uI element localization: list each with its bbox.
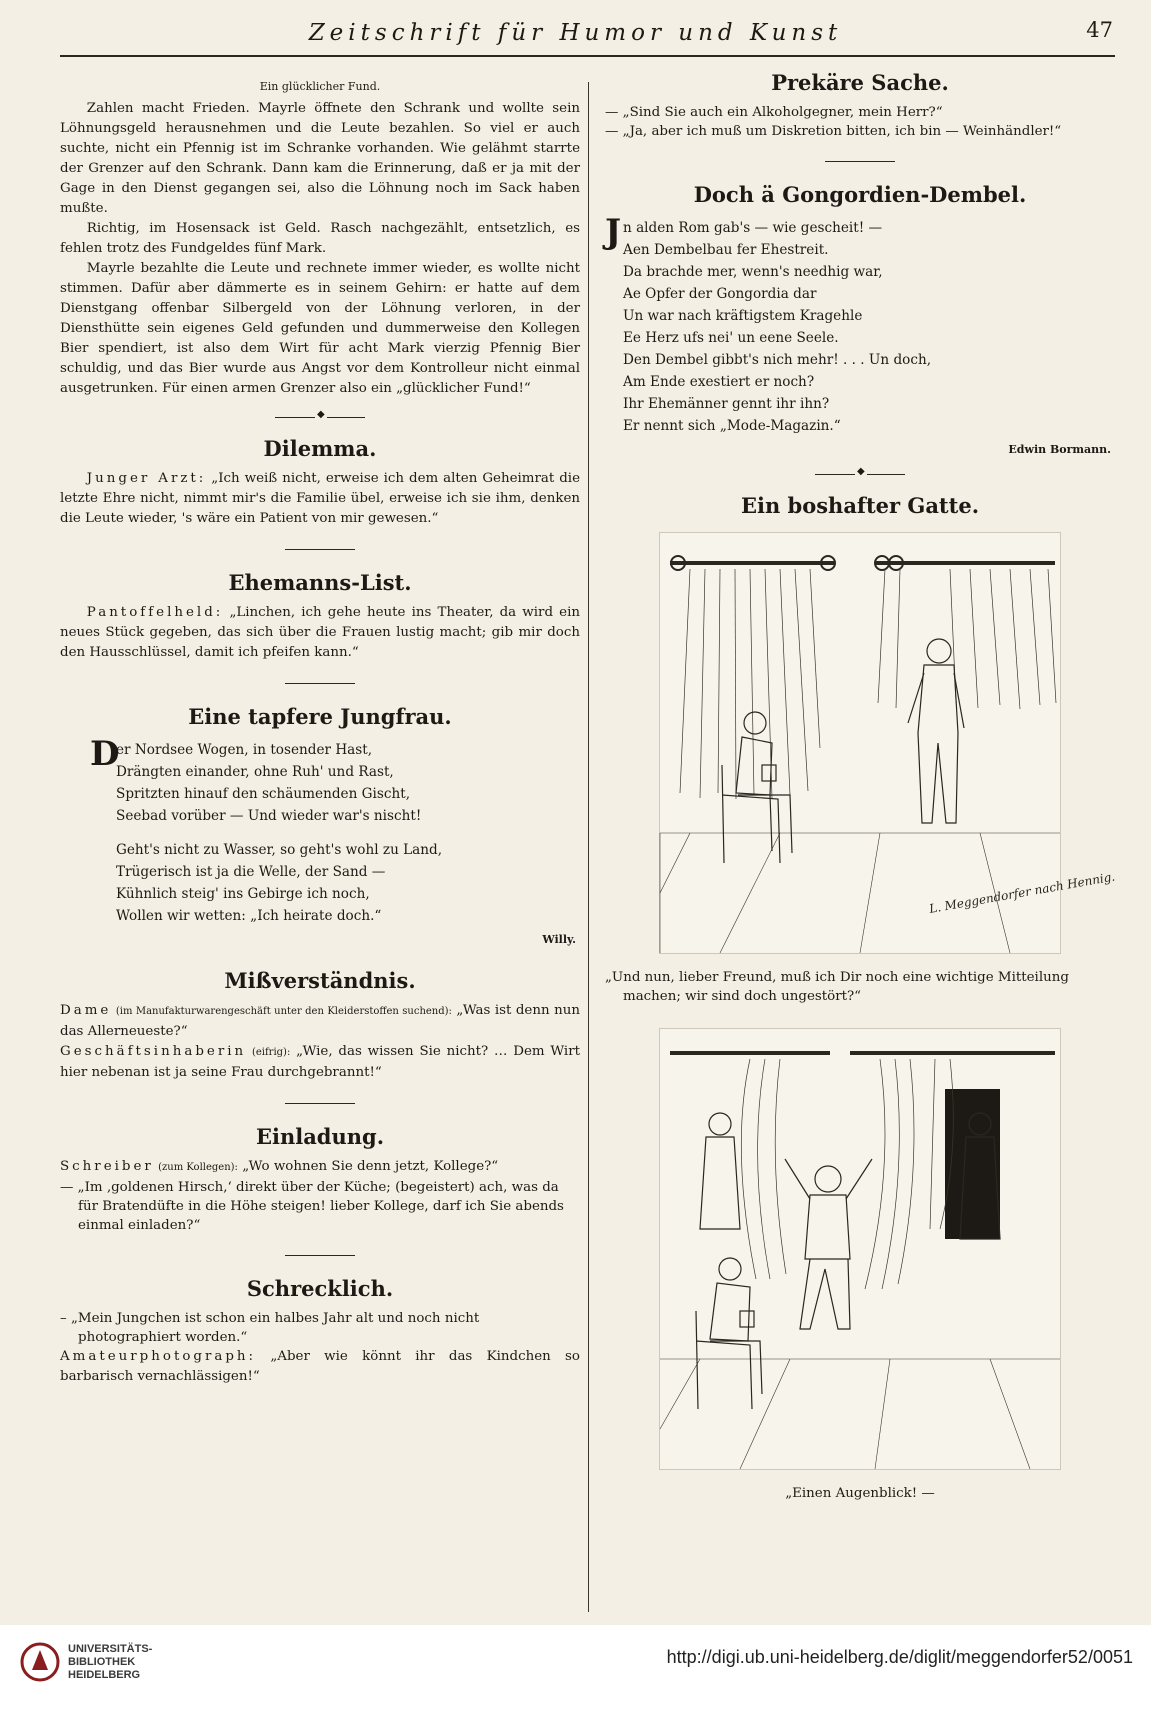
poem-line: Geht's nicht zu Wasser, so geht's wohl zu Land, <box>116 842 443 858</box>
ehemanns-quote: „Linchen, ich gehe heute ins Theater, da wird ein neues Stück gegeben, das sich über die Frauen lustig macht; gib mir doch den Hausschlüssel, damit ich pfeifen kann.“ <box>60 605 580 660</box>
illustration-curtain-reveal <box>659 1028 1061 1470</box>
section-title-dilemma: Dilemma. <box>263 436 377 461</box>
ornament-divider <box>815 474 905 475</box>
section-title-gatte: Ein boshafter Gatte. <box>740 493 980 518</box>
schrecklich-line: – „Mein Jungchen ist schon ein halbes Jahr alt und noch nicht photographiert worden.“ <box>60 1311 480 1345</box>
ehemanns-text <box>60 603 580 663</box>
dialog-note: (eifrig): <box>251 1047 291 1058</box>
divider <box>285 1255 355 1256</box>
poem-line: Wollen wir wetten: „Ich heirate doch.“ <box>116 908 382 924</box>
poem-signature: Edwin Bormann. <box>1008 443 1111 456</box>
missverstaendnis-line <box>60 1001 580 1042</box>
column-divider <box>588 82 589 1612</box>
poem-jungfrau <box>60 734 580 946</box>
library-name-line: UNIVERSITÄTS- <box>68 1642 153 1655</box>
poem-line: n alden Rom gab's — wie gescheit! — <box>623 220 883 236</box>
section-title-einladung: Einladung. <box>255 1124 385 1149</box>
poem-line: Aen Dembelbau fer Ehestreit. <box>623 242 829 258</box>
section-title-gongordien: Doch ä Gongordien-Dembel. <box>693 182 1027 207</box>
poem-line: Un war nach kräftigstem Kragehle <box>623 308 863 324</box>
poem-line: Drängten einander, ohne Ruh' und Rast, <box>116 764 394 780</box>
poem-stanza <box>623 217 1115 437</box>
section-title-jungfrau: Eine tapfere Jungfrau. <box>188 704 452 729</box>
poem-line: Ae Opfer der Gongordia dar <box>623 286 817 302</box>
poem-stanza <box>116 739 580 827</box>
section-title-schrecklich: Schrecklich. <box>246 1276 394 1301</box>
dialog-speaker: Amateurphotograph: <box>60 1349 257 1364</box>
library-logo <box>20 1640 152 1684</box>
poem-line: er Nordsee Wogen, in tosender Hast, <box>116 742 373 758</box>
story-paragraph: Richtig, im Hosensack ist Geld. Rasch nachgezählt, entsetzlich, es fehlen trotz des Fundgeldes fünf Mark. <box>60 221 580 256</box>
poem-line: Trügerisch ist ja die Welle, der Sand — <box>116 864 386 880</box>
divider <box>825 161 895 162</box>
section-title-ehemanns: Ehemanns-List. <box>228 570 412 595</box>
illustration-two-men <box>659 532 1117 954</box>
section-title-prekaere: Prekäre Sache. <box>771 70 949 95</box>
prekaere-line: — „Ja, aber ich muß um Diskretion bitten, ich bin — Weinhändler!“ <box>605 124 1062 139</box>
right-column <box>605 62 1115 1504</box>
library-seal-icon <box>20 1640 60 1684</box>
poem-line: Spritzten hinauf den schäumenden Gischt, <box>116 786 411 802</box>
einladung-line <box>60 1157 580 1178</box>
dialog-quote: „Wo wohnen Sie denn jetzt, Kollege?“ <box>242 1159 499 1174</box>
poem-line: Da brachde mer, wenn's needhig war, <box>623 264 883 280</box>
section-title-missverstaendnis: Mißverständnis. <box>224 968 416 993</box>
divider <box>285 549 355 550</box>
illustration-caption: „Einen Augenblick! — <box>785 1486 935 1501</box>
poem-line: Seebad vorüber — Und wieder war's nischt! <box>116 808 422 824</box>
poem-stanza <box>116 839 580 927</box>
dialog-note: (zum Kollegen): <box>158 1162 238 1173</box>
library-name-line: HEIDELBERG <box>68 1668 141 1681</box>
poem-signature: Willy. <box>542 933 576 946</box>
ehemanns-speaker: Pantoffelheld: <box>86 605 224 620</box>
poem-line: Er nennt sich „Mode-Magazin.“ <box>623 418 841 434</box>
poem-line: Ee Herz ufs nei' un eene Seele. <box>623 330 839 346</box>
library-name <box>68 1643 152 1682</box>
ornament-divider <box>275 417 365 418</box>
header-rule <box>60 55 1115 57</box>
poem-gongordien <box>605 212 1115 456</box>
poem-line: Kühnlich steig' ins Gebirge ich noch, <box>116 886 370 902</box>
einladung-line: — „Im ‚goldenen Hirsch,‘ direkt über der Küche; (begeistert) ach, was da für Bratendüfte in die Höhe steigen! lieber Kollege, darf ich Sie abends einmal einladen?“ <box>60 1180 564 1233</box>
divider <box>285 683 355 684</box>
prekaere-line: — „Sind Sie auch ein Alkoholgegner, mein Herr?“ <box>605 105 943 120</box>
dilemma-speaker: Junger Arzt: <box>86 471 207 486</box>
poem-dropcap: J <box>605 212 622 252</box>
dilemma-text <box>60 469 580 529</box>
poem-line: Am Ende exestiert er noch? <box>623 374 815 390</box>
library-name-line: BIBLIOTHEK <box>68 1655 136 1668</box>
story-paragraph: Zahlen macht Frieden. Mayrle öffnete den Schrank und wollte sein Löhnungsgeld herausnehmen und die Leute bezahlen. So viel er auch suchte, nicht ein Pfennig ist im Schranke vorhanden. Wie gelähmt starrte der Grenzer auf den Schrank. Dann kam die Erinnerung, daß er ja mit der Gage in den Dienst gegangen sei, also die Löhnung noch im Sack haben mußte. <box>60 101 580 216</box>
dialog-speaker: Schreiber <box>60 1159 154 1174</box>
dialog-speaker: Dame <box>60 1003 112 1018</box>
left-column <box>60 62 580 1387</box>
source-url[interactable]: http://digi.ub.uni-heidelberg.de/diglit/meggendorfer52/0051 <box>666 1647 1133 1667</box>
poem-line: Den Dembel gibbt's nich mehr! . . . Un doch, <box>623 352 932 368</box>
dilemma-quote: „Ich weiß nicht, erweise ich dem alten Geheimrat die letzte Ehre nicht, nimmt mir's die Familie übel, erweise ich sie ihm, denken die Leute wieder, 's wäre ein Patient von mir gewesen.“ <box>60 471 581 526</box>
schrecklich-line <box>60 1347 580 1387</box>
illustration-signature: L. Meggendorfer nach Hennig. <box>928 869 1117 916</box>
story-paragraph: Mayrle bezahlte die Leute und rechnete immer wieder, es wollte nicht stimmen. Dafür aber dämmerte es in seinem Gehirn: er hatte auf dem Dienstgang offenbar Silbergeld von der Löhnung verloren, in der Diensthütte sein eigenes Geld gefunden und dummerweise den Kollegen Bier spendiert, ist also dem Wirt für acht Mark vierzig Pfennig Bier schuldig, und das Bier wurde aus Angst vor dem Kontrolleur nicht einmal ausgetrunken. Für einen armen Grenzer also ein „glücklicher Fund!“ <box>60 261 580 396</box>
page-number: 47 <box>1086 18 1113 42</box>
dialog-note: (im Manufakturwarengeschäft unter den Kleiderstoffen suchend): <box>115 1006 452 1017</box>
dialog-quote: „Wie, das wissen Sie nicht? … Dem Wirt hier nebenan ist ja seine Frau durchgebrannt!“ <box>60 1044 580 1080</box>
dialog-quote: „Aber wie könnt ihr das Kindchen so barbarisch vernachlässigen!“ <box>60 1349 580 1384</box>
missverstaendnis-line <box>60 1042 580 1083</box>
page-header-title: Zeitschrift für Humor und Kunst <box>308 20 843 46</box>
illustration-caption: „Und nun, lieber Freund, muß ich Dir noch eine wichtige Mitteilung machen; wir sind doch ungestört?“ <box>605 970 1069 1004</box>
divider <box>285 1103 355 1104</box>
poem-dropcap: D <box>90 734 120 774</box>
story-caption: Ein glücklicher Fund. <box>259 80 381 93</box>
dialog-quote: „Was ist denn nun das Allerneueste?“ <box>60 1003 580 1039</box>
poem-line: Ihr Ehemänner gennt ihr ihn? <box>623 396 830 412</box>
dialog-speaker: Geschäftsinhaberin <box>60 1044 247 1059</box>
